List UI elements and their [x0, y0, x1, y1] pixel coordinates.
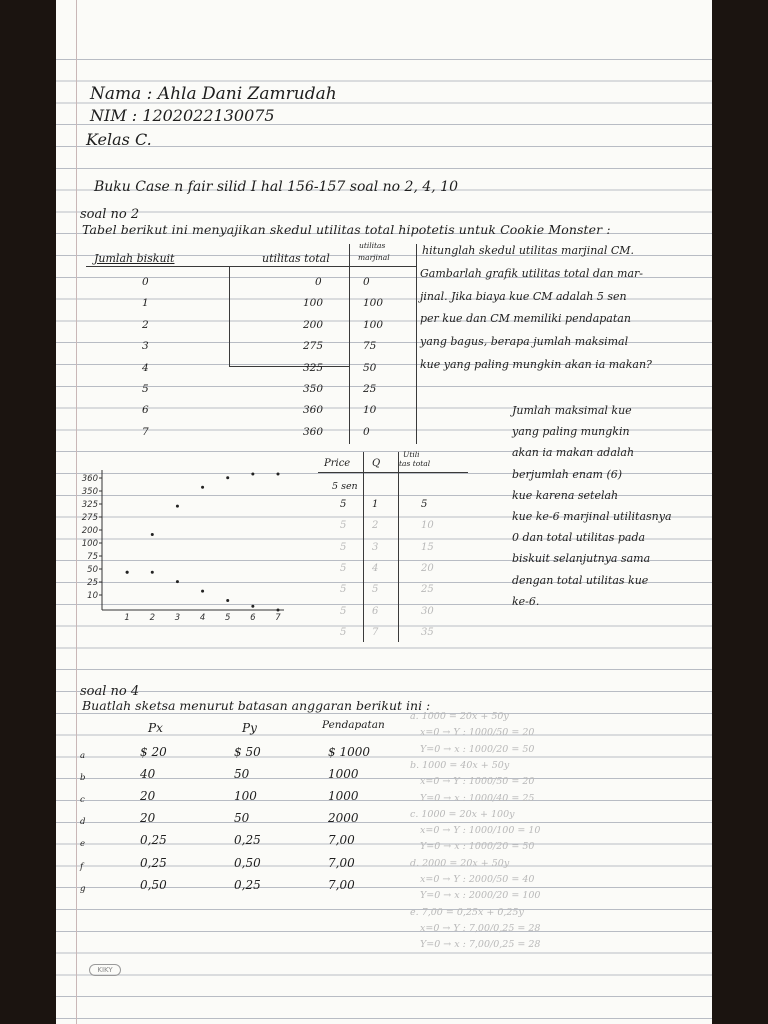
x-tick-label: 6	[250, 613, 256, 623]
series-0-point	[226, 476, 229, 479]
x-tick-group	[124, 613, 281, 623]
page-mark: KIKY	[89, 964, 121, 976]
answer-line: dengan total utilitas kue	[512, 573, 649, 587]
x-tick-label: 5	[225, 613, 231, 623]
series-0-point	[277, 473, 280, 476]
px-cell: 0,50	[140, 877, 167, 892]
x-tick-label: 1	[124, 613, 130, 623]
faint-work-line: x=0 → Y : 1000/100 = 10	[420, 825, 541, 837]
margin-line	[76, 0, 77, 1024]
book-reference: Buku Case n fair silid I hal 156-157 soal no 2, 4, 10	[94, 179, 458, 195]
faint-work-line: Y=0 → x : 2000/20 = 100	[420, 890, 541, 902]
q-cell: 2	[372, 520, 379, 532]
y-tick-label: 50	[87, 565, 98, 575]
student-nim: NIM : 1202022130075	[90, 106, 275, 125]
py-cell: 0,50	[234, 855, 261, 870]
series-1-point	[151, 571, 154, 574]
table-cell-jumlah: 4	[142, 361, 149, 374]
row-label: g	[80, 883, 86, 894]
series-1-point	[176, 580, 179, 583]
py-cell: 50	[234, 767, 250, 782]
faint-work-line: c. 1000 = 20x + 100y	[410, 808, 515, 820]
price-table-divider	[363, 452, 364, 642]
answer-line: yang paling mungkin	[512, 425, 630, 439]
table-cell-total: 360	[303, 404, 324, 417]
notebook-page	[56, 0, 712, 1024]
px-cell: 0,25	[140, 833, 167, 848]
table-cell-total: 100	[303, 297, 324, 310]
table-header-rule	[86, 266, 416, 267]
question-line: jinal. Jika biaya kue CM adalah 5 sen	[420, 289, 627, 303]
faint-work-line: Y=0 → x : 1000/20 = 50	[420, 743, 535, 755]
student-name: Nama : Ahla Dani Zamrudah	[90, 84, 337, 104]
question-line: kue yang paling mungkin akan ia makan?	[420, 358, 652, 371]
pendapatan-cell: 7,00	[328, 833, 355, 848]
utility-graph	[78, 470, 284, 630]
table-cell-jumlah: 6	[142, 404, 149, 417]
price-cell: 5	[340, 541, 347, 553]
pendapatan-cell: 1000	[328, 767, 359, 782]
price-cell: 5	[340, 584, 347, 596]
q-cell: 7	[372, 626, 379, 638]
py-cell: 0,25	[234, 877, 261, 892]
answer-line: kue ke-6 marjinal utilitasnya	[512, 510, 672, 523]
py-cell: 50	[234, 811, 250, 826]
pendapatan-cell: 1000	[328, 789, 359, 804]
question-line: hitunglah skedul utilitas marjinal CM.	[422, 244, 635, 257]
series-0-point	[251, 473, 254, 476]
table-cell-marjinal: 75	[363, 340, 377, 353]
utilitas-cell: 5	[421, 499, 428, 510]
pendapatan-cell: 7,00	[328, 855, 355, 870]
answer-line: berjumlah enam (6)	[512, 467, 623, 481]
price-cell: 5	[340, 499, 347, 510]
price-cell: 5	[340, 626, 347, 638]
table-cell-marjinal: 25	[363, 383, 377, 395]
answer-line: ke-6.	[512, 594, 540, 608]
series-1-point	[251, 605, 254, 608]
col-py: Py	[242, 721, 257, 735]
x-tick-label: 4	[199, 613, 206, 623]
price-cell: 5	[340, 605, 347, 617]
faint-work-line: d. 2000 = 20x + 50y	[410, 857, 510, 869]
table-cell-jumlah: 0	[142, 276, 149, 288]
price-cell: 5	[340, 520, 347, 532]
q-cell: 5	[372, 584, 379, 596]
price-table-rule	[318, 472, 468, 473]
faint-work-line: x=0 → Y : 2000/50 = 40	[420, 874, 535, 885]
faint-work-line: x=0 → Y : 1000/50 = 20	[420, 776, 535, 788]
utilitas-cell: 25	[421, 584, 434, 596]
y-tick-label: 360	[81, 474, 98, 484]
y-tick-label: 10	[87, 591, 98, 601]
row-label: d	[80, 817, 86, 828]
answer-line: kue karena setelah	[512, 488, 619, 502]
col-utilitas-1: Utili	[403, 450, 420, 459]
py-cell: 0,25	[234, 833, 261, 848]
utilitas-cell: 30	[421, 605, 434, 617]
utilitas-cell: 35	[421, 626, 434, 638]
pendapatan-cell: 7,00	[328, 877, 355, 892]
graph-marks	[126, 473, 280, 612]
y-tick-label: 275	[81, 513, 98, 523]
y-tick-label: 200	[81, 526, 98, 536]
y-tick-group	[82, 474, 102, 601]
table-cell-marjinal: 50	[363, 361, 377, 374]
table-cell-jumlah: 3	[142, 340, 149, 353]
y-tick-label: 350	[81, 487, 98, 497]
row-label: e	[80, 839, 86, 850]
py-cell: $ 50	[234, 745, 261, 759]
x-tick-label: 7	[275, 613, 281, 623]
faint-work-line: e. 7,00 = 0,25x + 0,25y	[410, 906, 524, 918]
answer-line: akan ia makan adalah	[512, 446, 635, 460]
col-utilitas-2: tas total	[399, 459, 431, 468]
soal2-prompt: Tabel berikut ini menyajikan skedul utilitas total hipotetis untuk Cookie Monster :	[82, 222, 611, 237]
series-1-point	[201, 590, 204, 593]
col-price: Price	[324, 458, 351, 469]
table-cell-total: 350	[303, 383, 324, 395]
table-cell-jumlah: 1	[142, 297, 149, 310]
answer-line: Jumlah maksimal kue	[512, 404, 632, 417]
student-class: Kelas C.	[86, 130, 152, 149]
table-cell-total: 360	[303, 425, 324, 438]
answer-line: 0 dan total utilitas pada	[512, 531, 646, 545]
question-line: yang bagus, berapa jumlah maksimal	[420, 335, 629, 349]
q-cell: 6	[372, 605, 379, 617]
table-cell-total: 0	[315, 276, 322, 288]
table-divider	[349, 244, 350, 444]
x-tick-label: 3	[174, 613, 181, 623]
table-cell-marjinal: 0	[363, 276, 370, 288]
table-cell-total: 325	[303, 361, 324, 374]
series-0-point	[151, 533, 154, 536]
faint-work-line: x=0 → Y : 7,00/0,25 = 28	[420, 922, 541, 934]
pendapatan-cell: $ 1000	[328, 745, 370, 759]
table-divider	[229, 266, 230, 366]
series-1-point	[226, 599, 229, 602]
table-cell-total: 275	[303, 340, 324, 353]
series-1-point	[126, 571, 129, 574]
soal4-prompt: Buatlah sketsa menurut batasan anggaran berikut ini :	[82, 698, 431, 713]
col-utilitas-total: utilitas total	[262, 252, 330, 265]
price-cell: 5	[340, 562, 347, 574]
table-cell-jumlah: 7	[142, 425, 149, 438]
col-utilitas-marjinal-2: marjinal	[358, 253, 390, 262]
y-tick-label: 325	[81, 500, 98, 510]
utilitas-cell: 10	[421, 520, 434, 532]
col-pendapatan: Pendapatan	[322, 719, 385, 731]
utilitas-cell: 15	[421, 541, 434, 553]
row-label: a	[80, 751, 86, 761]
col-utilitas-marjinal-1: utilitas	[359, 241, 386, 250]
soal4-title: soal no 4	[80, 684, 140, 699]
series-0-point	[201, 486, 204, 489]
y-tick-label: 75	[87, 552, 98, 562]
table-cell-marjinal: 10	[363, 404, 377, 417]
series-0-point	[176, 505, 179, 508]
faint-work-line: Y=0 → x : 1000/40 = 25	[420, 792, 535, 804]
col-px: Px	[148, 721, 163, 735]
price-unit: 5 sen	[332, 481, 358, 492]
table-cell-jumlah: 2	[142, 318, 149, 331]
table-rule	[229, 366, 349, 367]
soal2-title: soal no 2	[80, 207, 140, 222]
col-q: Q	[372, 458, 381, 469]
pendapatan-cell: 2000	[328, 811, 359, 826]
question-line: per kue dan CM memiliki pendapatan	[420, 312, 631, 326]
faint-work-line: b. 1000 = 40x + 50y	[410, 759, 510, 771]
px-cell: 0,25	[140, 855, 167, 870]
y-tick-label: 100	[81, 539, 98, 549]
px-cell: 40	[140, 767, 156, 782]
q-cell: 1	[372, 499, 379, 510]
table-cell-total: 200	[303, 318, 324, 331]
faint-work-line: x=0 → Y : 1000/50 = 20	[420, 727, 535, 739]
question-line: Gambarlah grafik utilitas total dan mar-	[420, 266, 644, 280]
table-cell-marjinal: 100	[363, 297, 384, 310]
faint-work-line: a. 1000 = 20x + 50y	[410, 711, 509, 722]
table-cell-jumlah: 5	[142, 383, 149, 395]
px-cell: $ 20	[140, 745, 167, 759]
col-jumlah-biskuit: Jumlah biskuit	[94, 252, 175, 265]
row-label: b	[80, 773, 86, 784]
x-tick-label: 2	[149, 613, 155, 623]
faint-work-line: Y=0 → x : 7,00/0,25 = 28	[420, 939, 541, 951]
series-1-point	[277, 609, 280, 612]
q-cell: 4	[372, 562, 379, 574]
table-divider	[416, 244, 417, 444]
row-label: c	[80, 795, 85, 806]
table-cell-marjinal: 0	[363, 425, 370, 438]
row-label: f	[80, 861, 84, 872]
y-tick-label: 25	[87, 578, 98, 588]
answer-line: biskuit selanjutnya sama	[512, 552, 651, 566]
q-cell: 3	[372, 541, 379, 553]
utilitas-cell: 20	[421, 562, 434, 574]
table-cell-marjinal: 100	[363, 318, 384, 331]
py-cell: 100	[234, 789, 257, 804]
px-cell: 20	[140, 789, 156, 804]
price-table-divider	[398, 452, 399, 642]
faint-work-line: Y=0 → x : 1000/20 = 50	[420, 841, 535, 853]
px-cell: 20	[140, 811, 156, 826]
